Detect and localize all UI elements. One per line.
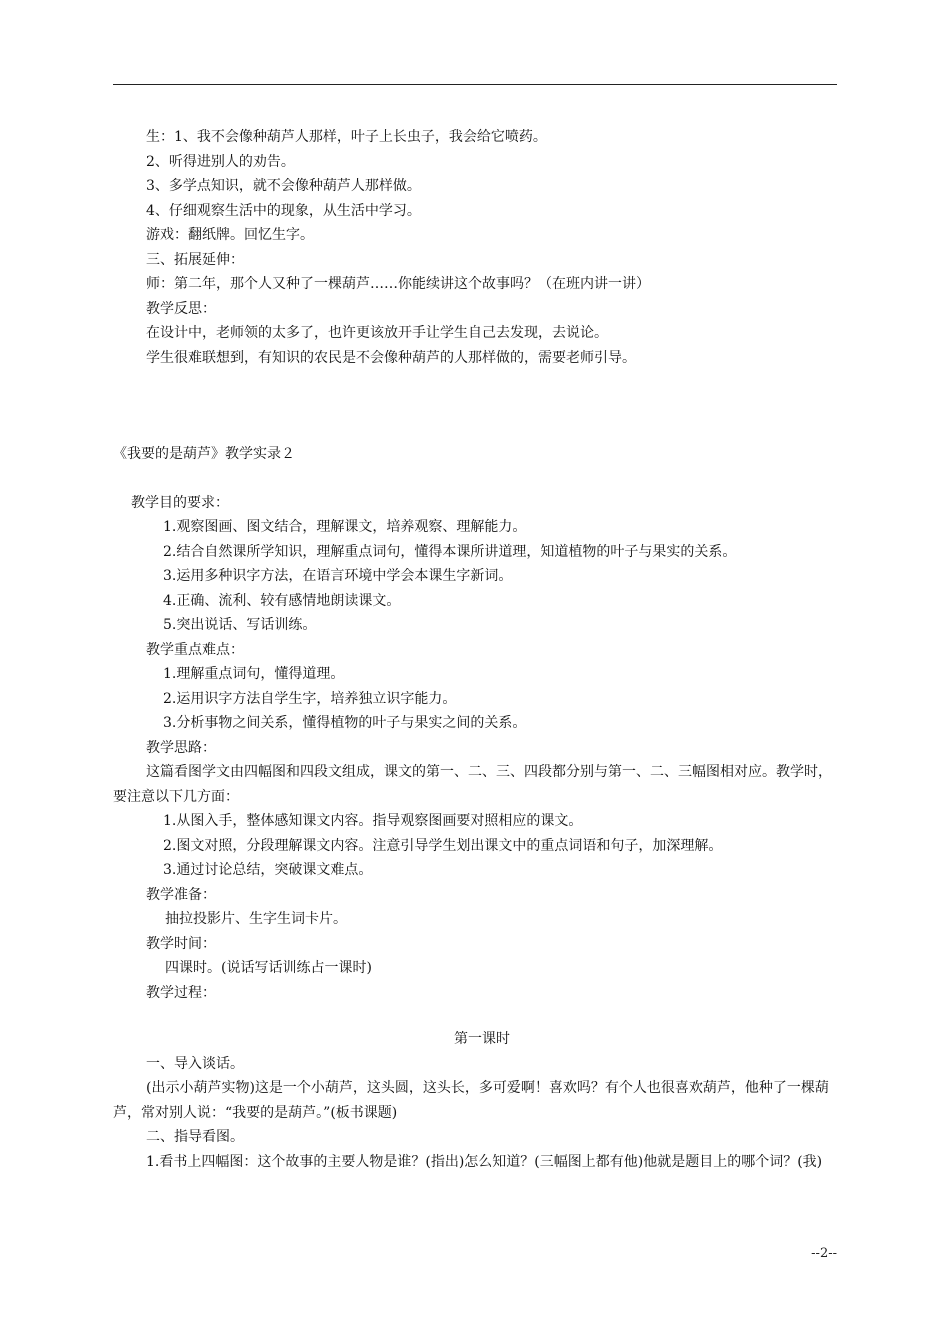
list-item: 3.通过讨论总结，突破课文难点。 <box>163 862 373 878</box>
list-item: 1.从图入手，整体感知课文内容。指导观察图画要对照相应的课文。 <box>163 813 583 829</box>
section-heading: 教学过程： <box>146 984 216 1001</box>
record-title: 《我要的是葫芦》教学实录２ <box>113 446 295 462</box>
header-rule <box>113 84 837 85</box>
section-heading: 教学目的要求： <box>131 494 229 511</box>
section-heading: 教学时间： <box>146 935 216 952</box>
text-line: 教学反思： <box>146 300 216 317</box>
list-item: 4.正确、流利、较有感情地朗读课文。 <box>163 592 401 609</box>
teaching-preparation <box>113 883 837 932</box>
paragraph: 这篇看图学文由四幅图和四段文组成，课文的第一、二、三、四段都分别与第一、二、三幅图相对应。教学时，要注意以下几方面： <box>113 764 832 805</box>
key-points <box>113 638 837 736</box>
text-line: 学生很难联想到，有知识的农民是不会像种葫芦的人那样做的，需要老师引导。 <box>146 349 636 366</box>
page-number: --2-- <box>811 1246 837 1261</box>
paragraph: 1.看书上四幅图：这个故事的主要人物是谁？(指出)怎么知道？(三幅图上都有他)他就是题目上的哪个词？(我) <box>146 1153 823 1170</box>
list-item: 1.观察图画、图文结合，理解课文，培养观察、理解能力。 <box>163 519 527 535</box>
list-item: 1.理解重点词句，懂得道理。 <box>163 666 345 682</box>
list-item: 2.图文对照，分段理解课文内容。注意引导学生划出课文中的重点词语和句子，加深理解。 <box>163 837 723 854</box>
section-continuation <box>113 125 837 370</box>
teaching-time <box>113 932 837 981</box>
list-item: 5.突出说话、写话训练。 <box>163 617 317 633</box>
lesson-one <box>113 1027 837 1174</box>
paragraph: 抽拉投影片、生字生词卡片。 <box>165 911 347 927</box>
text-line: 三、拓展延伸： <box>146 251 244 268</box>
section-heading: 教学重点难点： <box>146 641 244 658</box>
list-item: 3.分析事物之间关系，懂得植物的叶子与果实之间的关系。 <box>163 715 527 731</box>
text-line: 生：1、我不会像种葫芦人那样，叶子上长虫子，我会给它喷药。 <box>146 129 547 145</box>
list-item: 2.运用识字方法自学生字，培养独立识字能力。 <box>163 690 457 707</box>
text-line: 游戏：翻纸牌。回忆生字。 <box>146 227 314 243</box>
text-line: 师：第二年，那个人又种了一棵葫芦……你能续讲这个故事吗？（在班内讲一讲） <box>146 276 650 292</box>
section-heading: 二、指导看图。 <box>146 1129 244 1145</box>
lesson-title: 第一课时 <box>454 1031 510 1047</box>
paragraph: 四课时。(说话写话训练占一课时) <box>165 960 372 976</box>
section-heading: 教学准备： <box>146 886 216 903</box>
text-line: 2、听得进别人的劝告。 <box>146 153 295 170</box>
section-heading: 一、导入谈话。 <box>146 1055 244 1072</box>
list-item: 3.运用多种识字方法，在语言环境中学会本课生字新词。 <box>163 568 513 584</box>
teaching-goals <box>113 491 837 638</box>
text-line: 在设计中，老师领的太多了，也许更该放开手让学生自己去发现，去说论。 <box>146 325 608 341</box>
paragraph: (出示小葫芦实物)这是一个小葫芦，这头圆，这头长，多可爱啊！喜欢吗？有个人也很喜欢葫芦，他种了一棵葫芦，常对别人说：“我要的是葫芦。”(板书课题) <box>113 1080 829 1121</box>
document-page <box>113 125 837 1174</box>
list-item: 2.结合自然课所学知识，理解重点词句，懂得本课所讲道理，知道植物的叶子与果实的关系。 <box>163 543 737 560</box>
section-heading: 教学思路： <box>146 739 216 756</box>
text-line: 4、仔细观察生活中的现象，从生活中学习。 <box>146 202 421 219</box>
text-line: 3、多学点知识，就不会像种葫芦人那样做。 <box>146 178 421 194</box>
teaching-approach <box>113 736 837 883</box>
